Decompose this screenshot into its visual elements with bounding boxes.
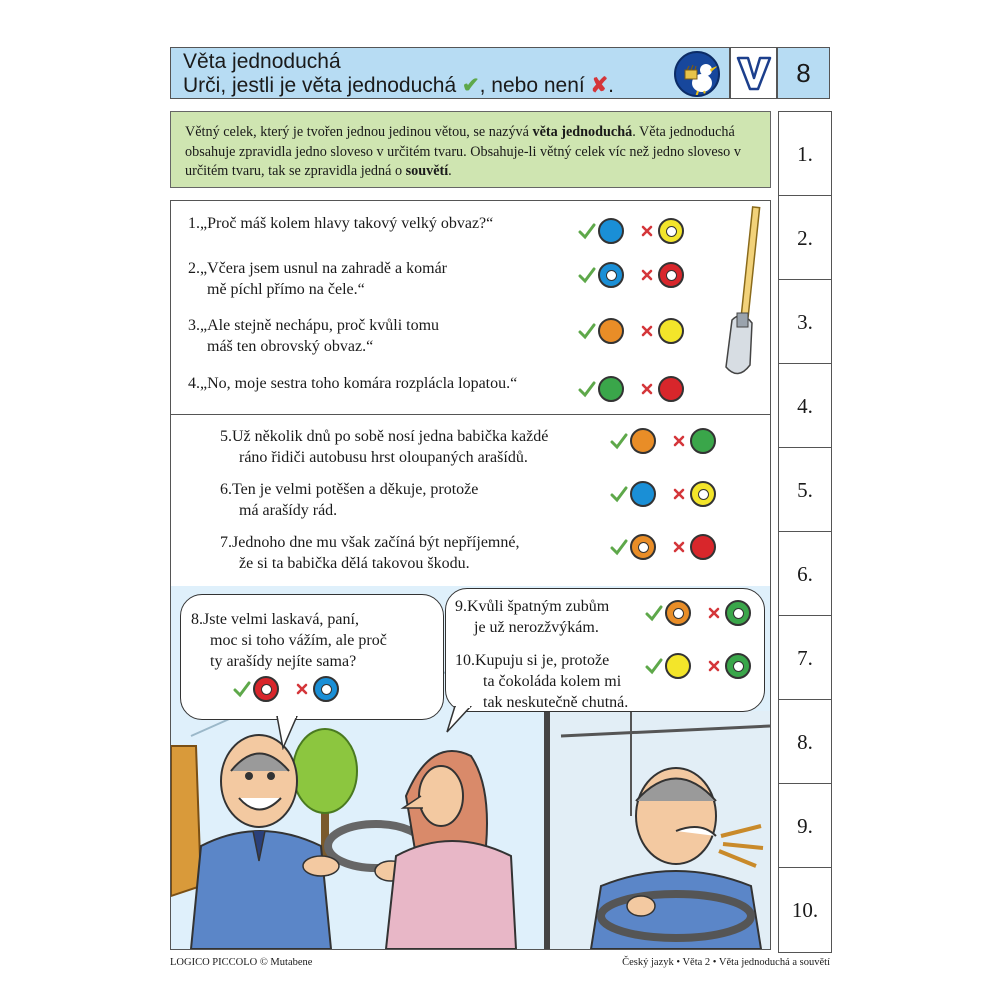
no-option-dot[interactable] xyxy=(313,676,339,702)
check-icon xyxy=(233,680,251,698)
intro-term-simple: věta jednoduchá xyxy=(532,124,633,140)
question-text-line: Jste velmi laskavá, paní, xyxy=(203,611,359,628)
section-divider xyxy=(170,414,771,415)
question-text-line: Ten je velmi potěšen a děkuje, protože xyxy=(232,481,479,498)
footer-subject: Český jazyk • Věta 2 • Věta jednoduchá a souvětí xyxy=(622,957,830,968)
question-number: 10. xyxy=(455,652,475,669)
question-8 xyxy=(191,609,387,672)
answer-cell-6[interactable]: 6. xyxy=(778,531,832,617)
footer-publisher: LOGICO PICCOLO © Mutabene xyxy=(170,957,313,968)
question-text-line: je už nerozžvýkám. xyxy=(474,619,599,636)
intro-text-2: Věta jednoduchá obsahuje zpravidla jedno sloveso v určitém tvaru. Obsahuje-li větný celek víc než jedno sloveso v určitém tvaru, tak se zpravidla jedná o xyxy=(185,124,741,179)
check-icon xyxy=(610,538,628,556)
answer-choices-2 xyxy=(578,262,684,288)
answer-choices-10 xyxy=(645,653,751,679)
answer-choices-9 xyxy=(645,600,751,626)
cross-icon xyxy=(640,224,654,238)
question-4 xyxy=(188,373,517,394)
check-icon xyxy=(645,657,663,675)
cross-icon xyxy=(640,268,654,282)
check-icon: ✔ xyxy=(462,74,480,97)
cross-icon xyxy=(295,682,309,696)
letter-v-glyph xyxy=(736,54,772,92)
question-number: 4. xyxy=(188,375,200,392)
yes-option-dot[interactable] xyxy=(630,481,656,507)
question-6 xyxy=(220,479,478,521)
check-icon xyxy=(578,222,596,240)
question-1 xyxy=(188,213,493,234)
no-option-dot[interactable] xyxy=(690,481,716,507)
question-text-line: moc si toho vážím, ale proč xyxy=(210,632,387,649)
question-number: 7. xyxy=(220,534,232,551)
answer-choices-8 xyxy=(233,676,339,702)
logo-icon xyxy=(674,51,720,97)
intro-box xyxy=(170,111,771,188)
yes-option-dot[interactable] xyxy=(665,600,691,626)
yes-option-dot[interactable] xyxy=(630,428,656,454)
answer-cell-9[interactable]: 9. xyxy=(778,783,832,869)
answer-cell-8[interactable]: 8. xyxy=(778,699,832,785)
check-icon xyxy=(645,604,663,622)
question-text-line: Kvůli špatným zubům xyxy=(467,598,610,615)
answer-choices-4 xyxy=(578,376,684,402)
question-text-line: „No, moje sestra toho komára rozplácla lopatou.“ xyxy=(200,375,518,392)
no-option-dot[interactable] xyxy=(658,218,684,244)
question-text-line: Jednoho dne mu však začíná být nepříjemné, xyxy=(232,534,520,551)
cross-icon xyxy=(672,487,686,501)
no-option-dot[interactable] xyxy=(725,653,751,679)
question-number: 6. xyxy=(220,481,232,498)
answer-choices-5 xyxy=(610,428,716,454)
question-number: 3. xyxy=(188,317,200,334)
question-7 xyxy=(220,532,519,574)
yes-option-dot[interactable] xyxy=(598,376,624,402)
question-3 xyxy=(188,315,439,357)
check-icon xyxy=(578,266,596,284)
page-number: 8 xyxy=(777,47,830,99)
question-text-line: Kupuju si je, protože xyxy=(475,652,610,669)
question-text-line: Už několik dnů po sobě nosí jedna babička každé xyxy=(232,428,549,445)
question-number: 1. xyxy=(188,215,200,232)
cross-icon xyxy=(640,324,654,338)
answer-cell-3[interactable]: 3. xyxy=(778,279,832,365)
check-icon xyxy=(578,322,596,340)
cross-icon xyxy=(640,382,654,396)
question-text-line: máš ten obrovský obvaz.“ xyxy=(207,338,374,355)
question-text-line: ta čokoláda kolem mi xyxy=(483,673,622,690)
question-text-line: ráno řidiči autobusu hrst oloupaných arašídů. xyxy=(239,449,528,466)
check-icon xyxy=(610,432,628,450)
cross-icon xyxy=(672,434,686,448)
question-text-line: mě píchl přímo na čele.“ xyxy=(207,281,365,298)
bubble-tail-driver xyxy=(275,716,305,750)
yes-option-dot[interactable] xyxy=(598,262,624,288)
intro-term-compound: souvětí xyxy=(405,163,449,179)
question-number: 2. xyxy=(188,260,200,277)
check-icon xyxy=(578,380,596,398)
question-5 xyxy=(220,426,548,468)
check-icon xyxy=(610,485,628,503)
question-text-line: „Ale stejně nechápu, proč kvůli tomu xyxy=(200,317,440,334)
answer-cell-5[interactable]: 5. xyxy=(778,447,832,533)
no-option-dot[interactable] xyxy=(658,318,684,344)
question-text-line: má arašídy rád. xyxy=(239,502,338,519)
instruction-mid: , nebo není xyxy=(479,74,585,97)
yes-option-dot[interactable] xyxy=(598,318,624,344)
no-option-dot[interactable] xyxy=(658,376,684,402)
intro-text-1: Větný celek, který je tvořen jednou jedinou větou, se nazývá xyxy=(185,124,533,140)
cross-icon xyxy=(707,659,721,673)
question-text-line: že si ta babička dělá takovou škodu. xyxy=(239,555,470,572)
cross-icon: ✘ xyxy=(590,74,609,97)
question-text-line: „Proč máš kolem hlavy takový velký obvaz?“ xyxy=(200,215,494,232)
question-text-line: tak neskutečně chutná. xyxy=(483,694,629,711)
intro-text-2-end: . xyxy=(448,163,452,179)
yes-option-dot[interactable] xyxy=(598,218,624,244)
no-option-dot[interactable] xyxy=(658,262,684,288)
no-option-dot[interactable] xyxy=(690,534,716,560)
cross-icon xyxy=(707,606,721,620)
answer-cell-10[interactable]: 10. xyxy=(778,867,832,953)
no-option-dot[interactable] xyxy=(725,600,751,626)
answer-cell-1[interactable]: 1. xyxy=(778,111,832,197)
answer-choices-1 xyxy=(578,218,684,244)
answer-choices-3 xyxy=(578,318,684,344)
question-9 xyxy=(455,596,609,638)
question-text-line: ty arašídy nejíte sama? xyxy=(210,653,357,670)
answer-choices-7 xyxy=(610,534,716,560)
answer-cell-2[interactable]: 2. xyxy=(778,195,832,281)
variant-letter-box xyxy=(730,47,777,99)
answer-cell-4[interactable]: 4. xyxy=(778,363,832,449)
no-option-dot[interactable] xyxy=(690,428,716,454)
instruction-end: . xyxy=(608,74,614,97)
question-text-line: „Včera jsem usnul na zahradě a komár xyxy=(200,260,447,277)
question-number: 5. xyxy=(220,428,232,445)
intro-text-1-end: . xyxy=(632,124,636,140)
header-bar xyxy=(170,47,730,99)
question-2 xyxy=(188,258,447,300)
question-number: 8. xyxy=(191,611,203,628)
instruction-text: Urči, jestli je věta jednoduchá xyxy=(183,74,457,97)
question-number: 9. xyxy=(455,598,467,615)
yes-option-dot[interactable] xyxy=(630,534,656,560)
instruction xyxy=(183,73,614,98)
answer-choices-6 xyxy=(610,481,716,507)
yes-option-dot[interactable] xyxy=(665,653,691,679)
answer-cell-7[interactable]: 7. xyxy=(778,615,832,701)
shovel-icon xyxy=(720,205,765,385)
yes-option-dot[interactable] xyxy=(253,676,279,702)
page-title: Věta jednoduchá xyxy=(183,50,341,73)
question-10 xyxy=(455,650,628,713)
cross-icon xyxy=(672,540,686,554)
